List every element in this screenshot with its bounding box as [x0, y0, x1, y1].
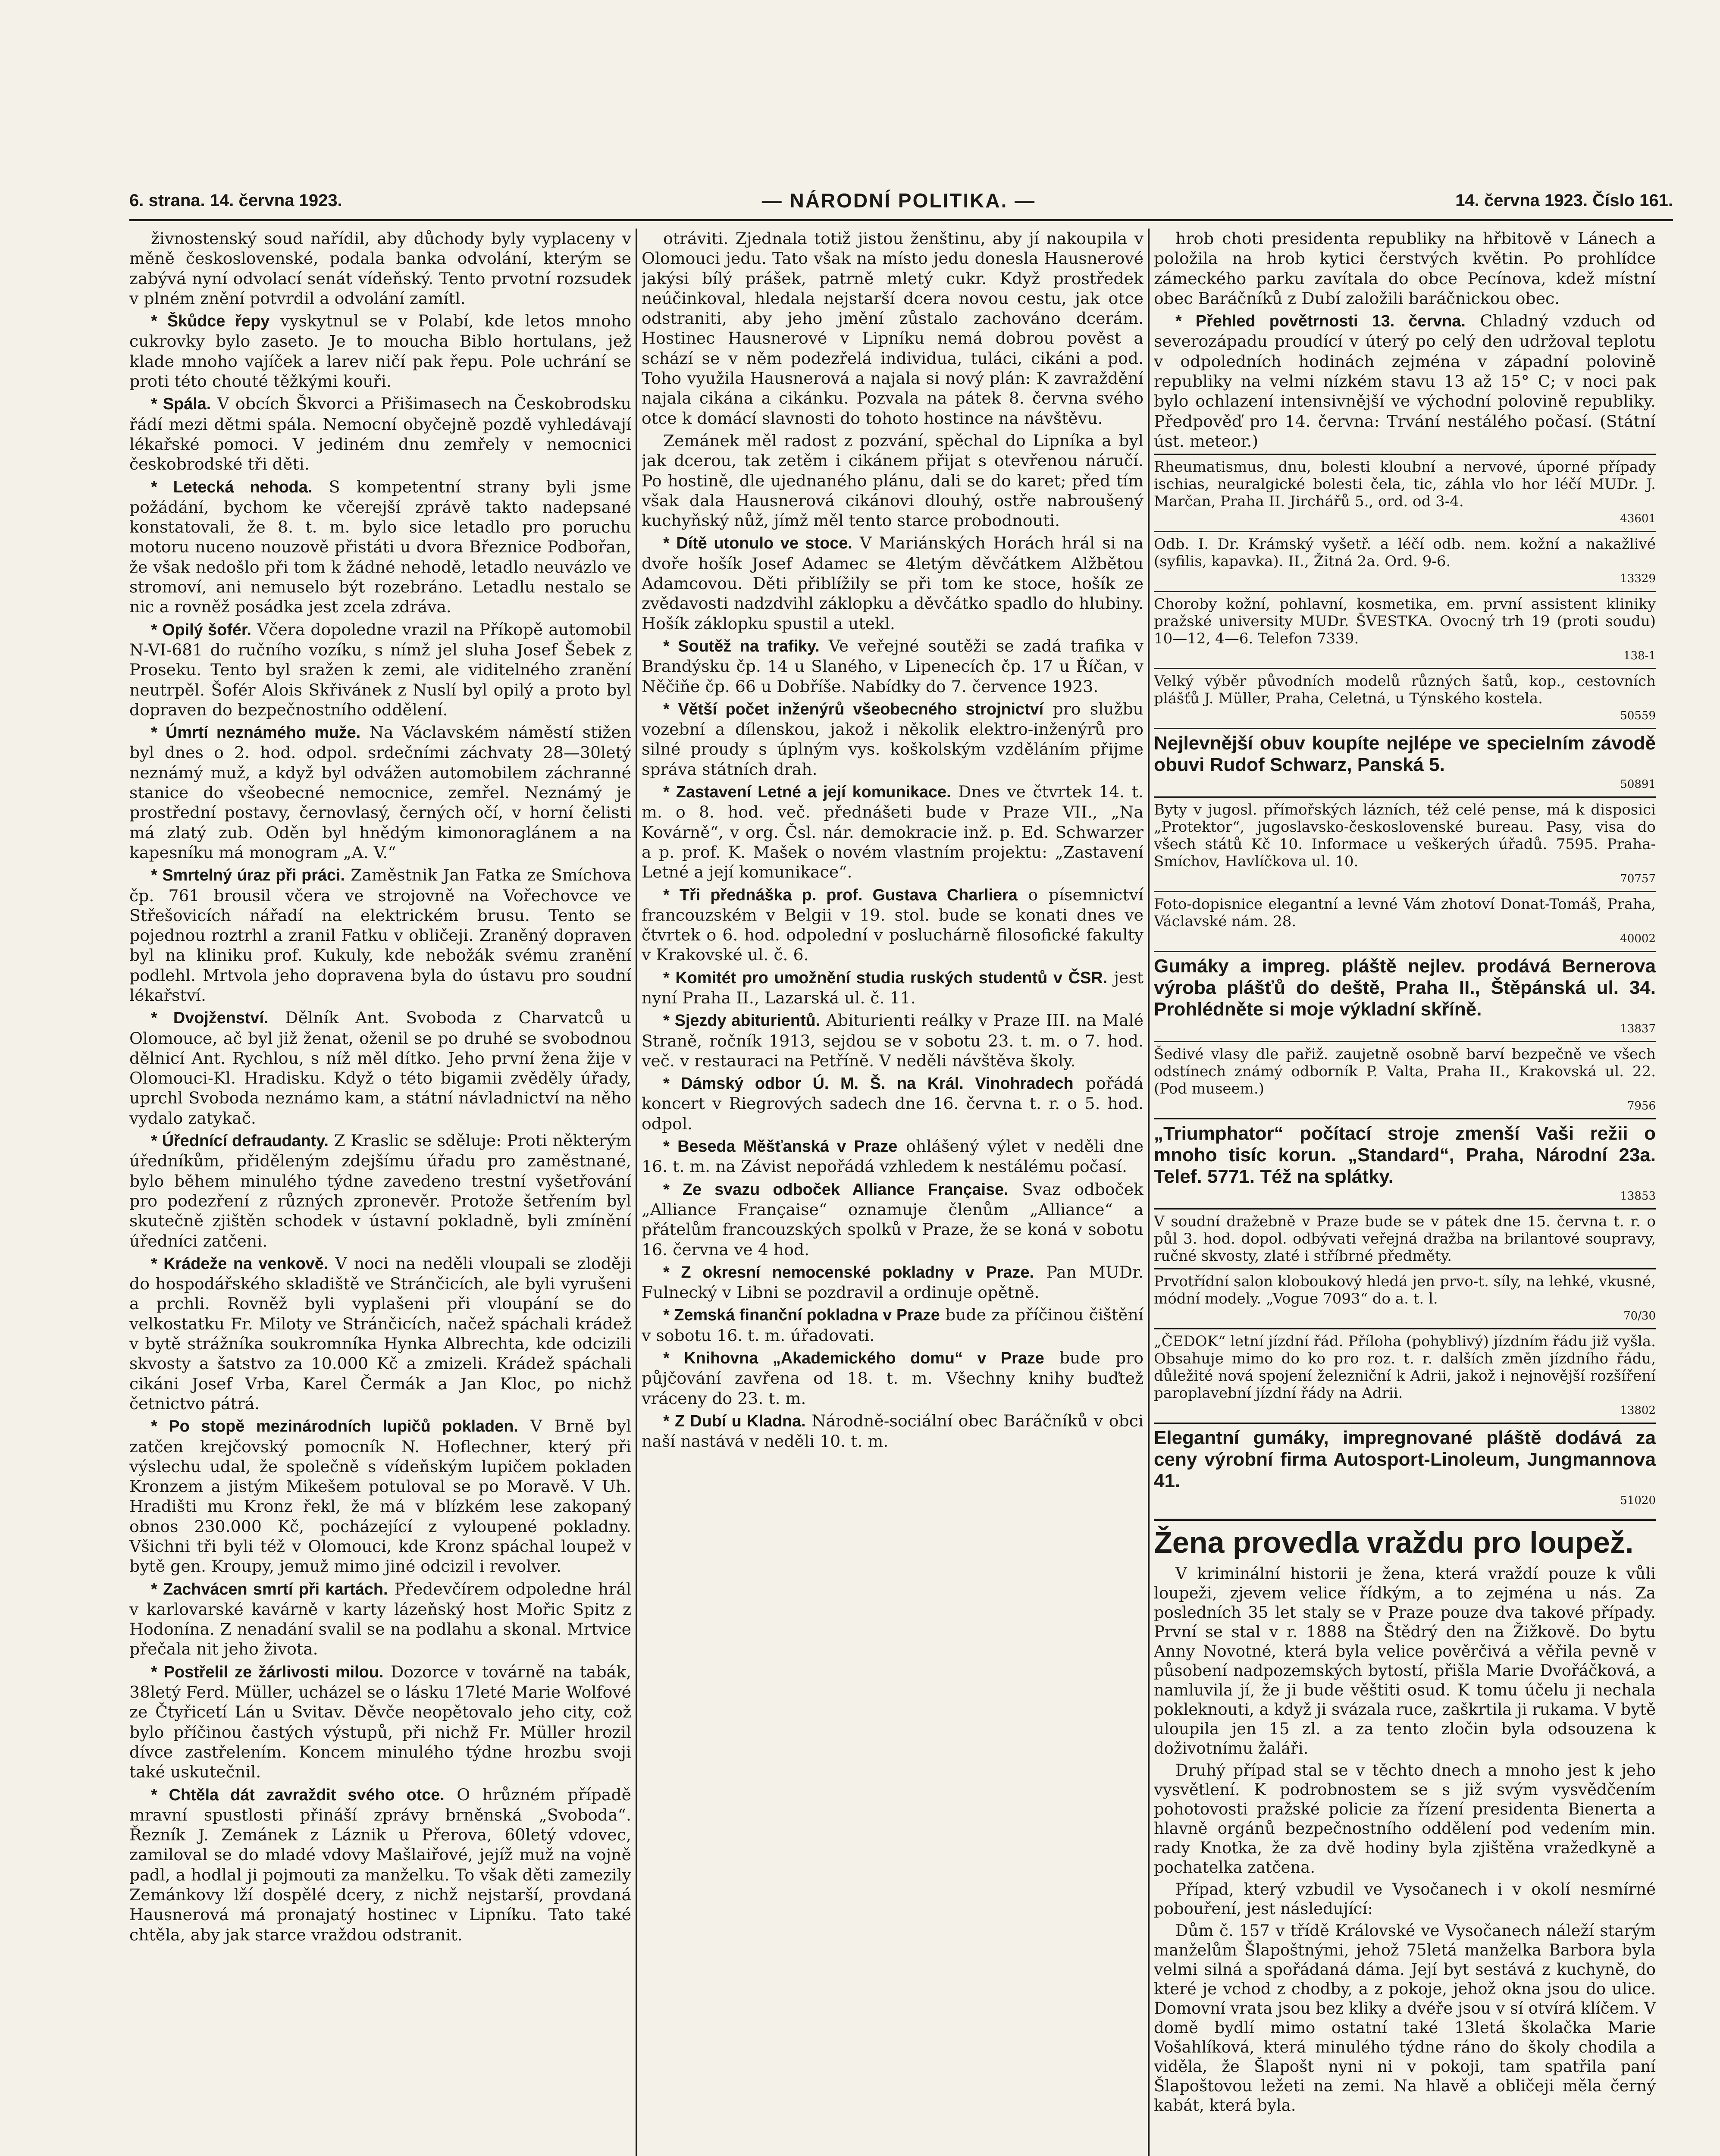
ad-headline: „Triumphator“ počítací stroje zmenší Vaši režii o mnoho tisíc korun. „Standard“, Praha, Národní 23a. Telef. 5771. Též na splátky. — [1154, 1123, 1656, 1188]
news-item-text: Abiturienti reálky v Praze III. na Malé Straně, ročník 1913, sejdou se v sobotu 23. t. m. o 7. hod. več. v restauraci na Petříně. V neděli návštěva školy. — [642, 1011, 1144, 1070]
news-item-text: Včera dopoledne vrazil na Příkopě automobil N-VI-681 do ručního vozíku, s nímž jel sluha Josef Šebek z Proseku. Tento byl sražen k zemi, ale viditelného zranění neutrpěl. Šofér Alois Skřivánek z Nuslí byl opilý a proto byl dopraven do bezpečnostního oddělení. — [129, 620, 631, 719]
news-item-title: * Zachvácen smrtí při kartách. — [151, 1580, 388, 1598]
article-body — [1154, 1564, 1656, 2115]
ad-number: 50559 — [1620, 709, 1656, 723]
news-item-title: * Tři přednáška p. prof. Gustava Charliera — [663, 886, 1018, 904]
news-item-text: vyskytnul se v Polabí, kde letos mnoho cukrovky bylo zaseto. Je to moucha Biblo hortulans, jež klade mnoho vajíček a larev ničí pak řepu. Pole uchrání se proti této chouté těžkými kouři. — [129, 311, 631, 391]
news-item — [129, 1253, 631, 1413]
header-right: 14. června 1923. Číslo 161. — [1455, 191, 1673, 210]
news-item-text: Ve veřejné soutěži se zadá trafika v Brandýsku čp. 14 u Slaného, v Lipenecích čp. 17 u Říčan, v Něčiňe čp. 66 u Dobříše. Nabídky do 7. července 1923. — [642, 636, 1144, 696]
news-item — [642, 1305, 1144, 1345]
news-item-title: * Soutěž na trafiky. — [663, 637, 820, 655]
news-item-title: * Krádeže na venkově. — [151, 1254, 329, 1273]
column-1 — [129, 229, 631, 2156]
news-item-text: S kompetentní strany byli jsme požádání, bychom ke včerejší zprávě takto nadepsané konstatovali, že 8. t. m. bylo sice letadlo pro poruchu motoru nuceno nouzově přistáti u dvora Březnice Podbořan, že však nedošlo při tom k žádné nehodě, letadlo neuvázlo ve stromoví, ani nemuselo být rozebráno. Letadlu nestalo se nic a rovněž posádka jest zcela zdráva. — [129, 477, 631, 617]
ad-number: 138-1 — [1623, 649, 1656, 663]
news-item — [642, 229, 1144, 428]
ad-number: 70757 — [1620, 872, 1656, 886]
ad-headline: Elegantní gumáky, impregnované pláště dodává za ceny výrobní firma Autosport-Linoleum, Jungmannova 41. — [1154, 1427, 1656, 1492]
news-item — [642, 1136, 1144, 1177]
news-item — [129, 477, 631, 617]
news-item-text: Dnes ve čtvrtek 14. t. m. o 8. hod. več. přednášeti bude v Praze VII., „Na Kovárně“, v org. Čsl. nár. demokracie inž. p. Ed. Schwarzer a p. prof. K. Mašek o novém vlastním projektu: „Zastavení Letné a její komunikace“. — [642, 782, 1144, 882]
ad-number: 7956 — [1627, 1100, 1656, 1113]
news-item — [642, 1010, 1144, 1071]
news-item-title: * Dítě utonulo ve stoce. — [663, 534, 852, 553]
news-item — [642, 1179, 1144, 1260]
ad-headline: Gumáky a impreg. pláště nejlev. prodává Bernerova výroba plášťů do deště, Praha II., Štěpánská ul. 34. Prohlédněte si moje výkladní skříně. — [1154, 956, 1656, 1020]
article-paragraph: V kriminální historii je žena, která vraždí pouze k vůli loupeži, zjevem velice řídkým, a to zejména u nás. Za posledních 35 let staly se v Praze pouze dva takové případy. První se stal v r. 1888 na Štědrý den na Žižkově. Do bytu Anny Novotné, která byla velice pověrčivá a věřila pevně v působení nadpozemských bytostí, přišla Marie Dvořáčková, a namluvila jí, že ji bude věštiti osud. K tomu účelu ji nechala pokleknouti, a když ji svázala ruce, zaškrtila ji rukama. V bytě uloupila jen 15 zl. a za tento zločin byla odsouzena k doživotnímu žaláři. — [1154, 1564, 1656, 1758]
column-divider — [1148, 229, 1150, 2156]
news-item-text: Svaz odboček „Alliance Française“ oznamuje členům „Alliance“ a přátelům francouzských spolků v Praze, že se koná v sobotu 16. června ve 4 hod. — [642, 1179, 1144, 1259]
classified-ad — [1154, 1328, 1656, 1423]
article-paragraph: Případ, který vzbudil ve Vysočanech i v okolí nesmírné pobouření, jest následující: — [1154, 1880, 1656, 1918]
news-item — [642, 699, 1144, 779]
article-headline: Žena provedla vraždu pro loupež. — [1154, 1519, 1656, 1560]
news-item — [642, 636, 1144, 696]
news-item-text: Zaměstnik Jan Fatka ze Smíchova čp. 761 brousil včera ve strojovně na Vořechovce ve Střešovicích nářadí na elektrickém brusu. Tento se pojednou roztrhl a zranil Fatku v obličeji. Zraněný dopraven byl na kliniku prof. Kukuly, kde nebožák svému zranění podlehl. Mrtvola jeho dopravena byla do ústavu pro soudní lékařství. — [129, 865, 631, 1005]
ad-number: 13802 — [1620, 1404, 1656, 1417]
news-item — [1154, 229, 1656, 308]
column-2 — [642, 229, 1144, 2156]
column-3 — [1154, 229, 1656, 2156]
news-item-text: Dělník Ant. Svoboda z Charvatců u Olomouce, ač byl již ženat, oženil se po druhé se svobodnou dělnicí Ant. Rychlou, s níž měl dítko. Jeho první žena žije v Olomouci-Kl. Hradisku. Když o této bigamii zvěděly úřady, uprchl Svoboda neznámo kam, a státní návladnictví na něho vydalo zatykač. — [129, 1008, 631, 1128]
news-item-title: * Zemská finanční pokladna v Praze — [663, 1306, 940, 1325]
news-item-title: * Po stopě mezinárodních lupičů pokladen. — [151, 1417, 518, 1436]
news-item-text: Předevčírem odpoledne hrál v karlovarské kavárně v karty lázeňský host Mořic Spitz z Hodonína. Z nenadání svalil se na podlahu a skonal. Mrtvice přečala nit jeho života. — [129, 1579, 631, 1659]
news-item — [642, 1262, 1144, 1303]
classified-ad — [1154, 1118, 1656, 1208]
news-item — [642, 533, 1144, 633]
news-item-text: Pan MUDr. Fulnecký v Libni se pozdravil a ordinuje opětně. — [642, 1262, 1144, 1302]
news-item — [129, 1416, 631, 1576]
news-item — [129, 1662, 631, 1782]
news-item-title: * Větší počet inženýrů všeobecného strojnictví — [663, 700, 1044, 718]
news-item-text: V Brně byl zatčen krejčovský pomocník N. Hoflechner, který při výslechu udal, že společně s vídeňským lupičem pokladen Kronzem a jistým Mikešem potuloval se po Moravě. V Uh. Hradišti mu Kronz řekl, že má v blízkém lese zakopaný obnos 230.000 Kč, pocházející z vyloupené pokladny. Všichni tři byli též v Olomouci, kde Kronz spáchal loupež v bytě gen. Kroupy, jemuž mimo jiné odcizil i revolver. — [129, 1416, 631, 1576]
news-item — [129, 620, 631, 720]
page-header — [129, 185, 1673, 216]
ad-number: 13853 — [1620, 1190, 1656, 1203]
masthead-title: — NÁRODNÍ POLITIKA. — — [761, 189, 1036, 212]
news-item-title: * Škůdce řepy — [151, 312, 270, 331]
classified-ad — [1154, 728, 1656, 796]
news-item-text: Z Kraslic se sděluje: Proti některým úředníkům, přiděleným zdejšímu úřadu pro zaměstnané, bylo během minulého týdne zavedeno trestní vyšetřování pro podezření z různých zpronevěr. Protože šetřením byl skutečně zjištěn schodek v ústavní pokladně, byli zmínění úředníci zatčeni. — [129, 1131, 631, 1250]
news-item-title: * Přehled povětrnosti 13. června. — [1175, 312, 1466, 331]
ad-text: Prvotřídní salon kloboukový hledá jen prvo-t. síly, na lehké, vkusné, módní modely. „Vogue 7093“ do a. t. l. — [1154, 1273, 1656, 1308]
ad-text: „ČEDOK“ letní jízdní řád. Příloha (pohyblivý) jízdním řádu již vyšla. Obsahuje mimo do ko pro roz. t. r. dalších změn jízdního řádu, důležité nová spojení železniční k Adrii, jakož i nejnovější rozšíření paroplavební jízdní řády na Adrii. — [1154, 1333, 1656, 1402]
news-item-text: V obcích Škvorci a Přišimasech na Českobrodsku řádí mezi dětmi spála. Nemocní obyčejně pozdě vyhledávají lékařské pomoci. V jediném dnu zemřely v nemocnici českobrodské tři děti. — [129, 394, 631, 474]
news-item-text: živnostenský soud nařídil, aby důchody byly vyplaceny v měně československé, podala banka odvolání, kterým se zabývá nyní odvolací senát vídeňský. Tento prvotní rozsudek v plném znění potvrdil a odvolání zamítl. — [129, 229, 631, 308]
news-item — [642, 885, 1144, 965]
news-item-text: Národně-sociální obec Baráčníků v obci naší nastává v neděli 10. t. m. — [642, 1411, 1144, 1451]
column-divider — [636, 229, 637, 2156]
article-paragraph: Druhý případ stal se v těchto dnech a mnoho jest k jeho vysvětlení. K podrobnostem se s již svým vysvědčením pohotovosti pražské policie za řízení presidenta Bienerta a hlavně orgánů bezpečnostního oddělení pod vedením min. rady Knotka, že za dvě hodiny byla zjištěna vražedkyně a pochatelka zatčena. — [1154, 1761, 1656, 1877]
news-item-title: * Opilý šofér. — [151, 620, 251, 639]
news-item-text: pořádá koncert v Riegrových sadech dne 16. června t. r. o 5. hod. odpol. — [642, 1074, 1144, 1133]
news-item-text: Dozorce v továrně na tabák, 38letý Ferd. Müller, ucházel se o lásku 17leté Marie Wolfové ze Čtyřicetí Lán u Svitav. Děvče neopětovalo jeho city, což bylo příčinou častých výstupů, při nichž Fr. Müller hrozil dívce zastřelením. Koncem minulého týdne hrozbu svoji také uskutečnil. — [129, 1662, 631, 1782]
ad-number: 51020 — [1620, 1494, 1656, 1507]
news-item-text: hrob choti presidenta republiky na hřbitově v Lánech a položila na hrob kytici čerstvých květin. Po prohlídce zámeckého parku zavítala do obce Pecínova, kdež místní obec Baráčníků z Dubí založili baráčnickou obec. — [1154, 229, 1656, 308]
news-item-title: * Komitét pro umožnění studia ruských studentů v ČSR. — [663, 968, 1108, 987]
news-item — [642, 1073, 1144, 1134]
news-item-title: * Z Dubí u Kladna. — [663, 1412, 806, 1430]
columns — [129, 229, 1673, 2156]
news-item-title: * Knihovna „Akademického domu“ v Praze — [663, 1349, 1044, 1368]
ad-number: 70/30 — [1623, 1310, 1656, 1323]
news-item — [642, 431, 1144, 530]
ad-text: Šedivé vlasy dle pařiž. zaujetně osobně barví bezpečně ve všech odstínech známý odborník P. Valta, Praha II., Krakovská ul. 22. (Pod museem.) — [1154, 1046, 1656, 1098]
classified-ad — [1154, 1041, 1656, 1118]
header-left: 6. strana. 14. června 1923. — [129, 191, 342, 210]
ad-text: V soudní dražebně v Praze bude se v pátek dne 15. června t. r. o půl 3. hod. dopol. odbývati veřejná dražba na brilantové soupravy, ručné skvosty, zlaté i stříbrné předměty. — [1154, 1213, 1656, 1265]
ad-number: 40002 — [1620, 932, 1656, 946]
classified-ad — [1154, 1268, 1656, 1328]
news-item-text: V Mariánských Horách hrál si na dvoře hošík Josef Adamec se 4letým děvčátkem Alžbětou Adamcovou. Děti přiblížily se při tom ke stoce, hošík ze zvědavosti nadzdvihl záklopku a děvčátko spadlo do hlubiny. Hošík záklopku spustil a utekl. — [642, 533, 1144, 633]
ad-text: Foto-dopisnice elegantní a levné Vám zhotoví Donat-Tomáš, Praha, Václavské nám. 28. — [1154, 896, 1656, 931]
news-item-title: * Sjezdy abiturientů. — [663, 1012, 821, 1030]
news-item-text: otráviti. Zjednala totiž jistou ženštinu, aby jí nakoupila v Olomouci jedu. Tato však na místo jedu donesla Hausnerové jakýsi bílý prášek, patrně mletý cukr. Když prostředek neúčinkoval, hledala nejstarší dcera novou cestu, jak otce odstraniti, aby jeho jmění zůstalo zachováno dcerám. Hostinec Hausnerové v Lipníku nemá dobrou pověst a schází se v něm podezřelá individua, tuláci, cikáni a pod. Toho využila Hausnerová a najala si nový plán: K zavraždění najala cikána a cikánku. Pozvala na pátek 8. června svého otce k domácí slavnosti do tohoto hostince na návštěvu. — [642, 229, 1144, 428]
news-item — [129, 1131, 631, 1251]
news-item-text: Na Václavském náměstí stižen byl dnes o 2. hod. odpol. srdečními záchvaty 28—30letý neznámý muž, a když byl odvážen automobilem záchranné stanice do všeobecné nemocnice, zemřel. Neznámý je prostřední postavy, černovlasý, černých očí, v horní čelisti má zlatý zub. Oděn byl hnědým kimonoraglánem a na kapesníku má monogram „A. V.“ — [129, 723, 631, 862]
news-item — [642, 1348, 1144, 1408]
news-item-text: jest nyní Praha II., Lazarská ul. č. 11. — [642, 968, 1144, 1007]
ad-text: Byty v jugosl. přímořských lázních, též celé pense, má k disposici „Protektor“, jugoslavsko-československé bureau. Pasy, visa do všech států Kč 10. Informace u veškerých úřadů. 7595. Praha-Smíchov, Havlíčkova ul. 10. — [1154, 801, 1656, 871]
news-item-text: o písemnictví francouzském v Belgii v 19. stol. bude se konati dnes ve čtvrtek o 6. hod. odpolední v posluchárně filosofické fakulty v Krakovské ul. č. 6. — [642, 885, 1144, 965]
news-item-title: * Z okresní nemocenské pokladny v Praze. — [663, 1263, 1034, 1282]
classified-ad — [1154, 591, 1656, 668]
news-item-text: ohlášený výlet v neděli dne 16. t. m. na Závist nepořádá vzhledem k nestálému počasí. — [642, 1137, 1144, 1176]
news-item — [642, 968, 1144, 1008]
news-item-text: O hrůzném případě mravní spustlosti přináší zprávy brněnská „Svoboda“. Řezník J. Zemánek z Láznik u Přerova, 60letý vdovec, zamiloval se do mladé vdovy Mašlaiřové, jejíž muž na vojně padl, a hodlal ji pojmouti za manželku. To však děti zamezily Zemánkovy lží dospělé dcery, z nichž nejstarší, provdaná Hausnerová má pronajatý hostinec v Lipníku. Tato také chtěla, aby jak starce vraždou odstranit. — [129, 1785, 631, 1944]
ad-text: Rheumatismus, dnu, bolesti kloubní a nervové, úporné případy ischias, neuralgické bolesti čela, tic, záhla vlo hor léčí MUDr. J. Marčan, Praha II. Jirchářů 5., ord. od 3-4. — [1154, 458, 1656, 511]
ad-number: 50891 — [1620, 778, 1656, 791]
news-item — [129, 865, 631, 1005]
ad-number: 43601 — [1620, 512, 1656, 526]
classified-ad — [1154, 531, 1656, 591]
news-item — [1154, 311, 1656, 451]
news-item-text: Chladný vzduch od severozápadu proudící v úterý po celý den udržoval teplotu v odpoledních hodinách zejména v západní polovině republiky na velmi nízkém stavu 13 až 15° C; v noci pak bylo ochlazení intensivnější ve východní polovině republiky. Předpověď pro 14. června: Trvání nestálého počasí. (Státní úst. meteor.) — [1154, 311, 1656, 451]
news-item — [129, 1579, 631, 1659]
ad-number: 13329 — [1620, 572, 1656, 586]
news-item — [129, 229, 631, 308]
news-item-title: * Dámský odbor Ú. M. Š. na Král. Vinohradech — [663, 1075, 1074, 1093]
classified-ad — [1154, 454, 1656, 531]
news-item — [129, 1008, 631, 1128]
column-3-news — [1154, 229, 1656, 451]
news-item — [642, 1411, 1144, 1451]
news-item-title: * Postřelil ze žárlivosti milou. — [151, 1663, 384, 1681]
ad-headline: Nejlevnější obuv koupíte nejlépe ve specielním závodě obuvi Rudof Schwarz, Panská 5. — [1154, 733, 1656, 776]
news-item-title: * Ze svazu odboček Alliance Française. — [663, 1180, 1009, 1199]
news-item-title: * Dvojženství. — [151, 1009, 269, 1028]
classified-ad — [1154, 668, 1656, 728]
ad-number: 13837 — [1620, 1022, 1656, 1036]
news-item-title: * Besedа Měšťanská v Praze — [663, 1138, 898, 1156]
news-item-title: * Úřednící defraudanty. — [151, 1132, 329, 1150]
news-item-text: Zemánek měl radost z pozvání, spěchal do Lipníka a byl jak dcerou, tak zetěm i cikánem přijat s otevřenou náručí. Po hostině, dle ujednaného plánu, dali se do karet; před tím však dala Hausnerová cikánovi dlouhý, ostře nabroušený kuchyňský nůž, jímž měl tento starce probodnouti. — [642, 431, 1144, 530]
news-item — [129, 394, 631, 474]
header-rule — [129, 219, 1673, 221]
newspaper-page — [129, 185, 1673, 2156]
news-item-text: bude pro půjčování zavřena od 18. t. m. Všechny knihy buďtež vráceny do 23. t. m. — [642, 1348, 1144, 1408]
news-item-title: * Úmrtí neznámého muže. — [151, 724, 361, 742]
news-item-text: V noci na neděli vloupali se zloději do hospodářského skladiště ve Stránčicích, ale byli vyrušeni a prchli. Rovněž byli vyplašeni při vloupání se do velkostatku Fr. Miloty ve Stránčicích, načež spáchali krádež v bytě strážníka soukromníka Hynka Albrechta, kde odcizili skvosty a šatstvo za 10.000 Kč a zmizeli. Krádež spáchali cikáni Josef Vrba, Karel Čermák a Jan Kloc, po nichž četnictvo pátrá. — [129, 1253, 631, 1413]
news-item-title: * Chtěla dát zavraždit svého otce. — [151, 1786, 445, 1804]
classified-ad — [1154, 891, 1656, 951]
classified-ad — [1154, 1423, 1656, 1513]
news-item-title: * Smrtelný úraz při práci. — [151, 866, 345, 885]
classified-ad — [1154, 796, 1656, 891]
news-item-title: * Zastavení Letné a její komunikace. — [663, 783, 951, 802]
advertisements — [1154, 454, 1656, 1513]
ad-text: Choroby kožní, pohlavní, kosmetika, em. první assistent kliniky pražské university MUDr. ŠVESTKA. Ovocný trh 19 (proti soudu) 10—12, 4—6. Telefon 7339. — [1154, 595, 1656, 648]
classified-ad — [1154, 1208, 1656, 1268]
news-item-title: * Letecká nehoda. — [151, 478, 313, 496]
news-item — [129, 1785, 631, 1945]
news-item — [642, 782, 1144, 882]
classified-ad — [1154, 951, 1656, 1041]
ad-text: Odb. I. Dr. Krámský vyšetř. a léčí odb. nem. kožní a nakažlivé (syfilis, kapavka). II., Žitná 2a. Ord. 9-6. — [1154, 536, 1656, 570]
article-paragraph: Dům č. 157 v třídě Královské ve Vysočanech náleží starým manželům Šlapoštnými, jehož 75letá manželka Barbora byla velmi silná a spořádaná dáma. Její byt sestává z kuchyně, do které je vchod z chodby, a z pokoje, jehož okna jsou do ulice. Domovní vrata jsou bez kliky a dvéře jsou v sí otvírá klíčem. V domě bydlí mimo ostatní také 13letá školačka Marie Vošahlíková, která minulého týdne ráno do školy chodila a viděla, že Šlapošt nyni ni v pokoji, tam spatřila paní Šlapoštovou ležeti na zemi. Na hlavě a obličeji měla černý kabát, která byla. — [1154, 1921, 1656, 2115]
ad-text: Velký výběr původních modelů různých šatů, kop., cestovních plášťů J. Müller, Praha, Celetná, u Týnského kostela. — [1154, 673, 1656, 708]
news-item — [129, 311, 631, 391]
news-item-title: * Spála. — [151, 395, 211, 414]
news-item-text: pro službu vozební a dílenskou, jakož i několik elektro-inženýrů pro silné proudy s úplným vys. koškolským vzděláním přijme správa státních drah. — [642, 699, 1144, 779]
news-item-text: bude za příčinou čištění v sobotu 16. t. m. úřadovati. — [642, 1305, 1144, 1345]
news-item — [129, 722, 631, 862]
